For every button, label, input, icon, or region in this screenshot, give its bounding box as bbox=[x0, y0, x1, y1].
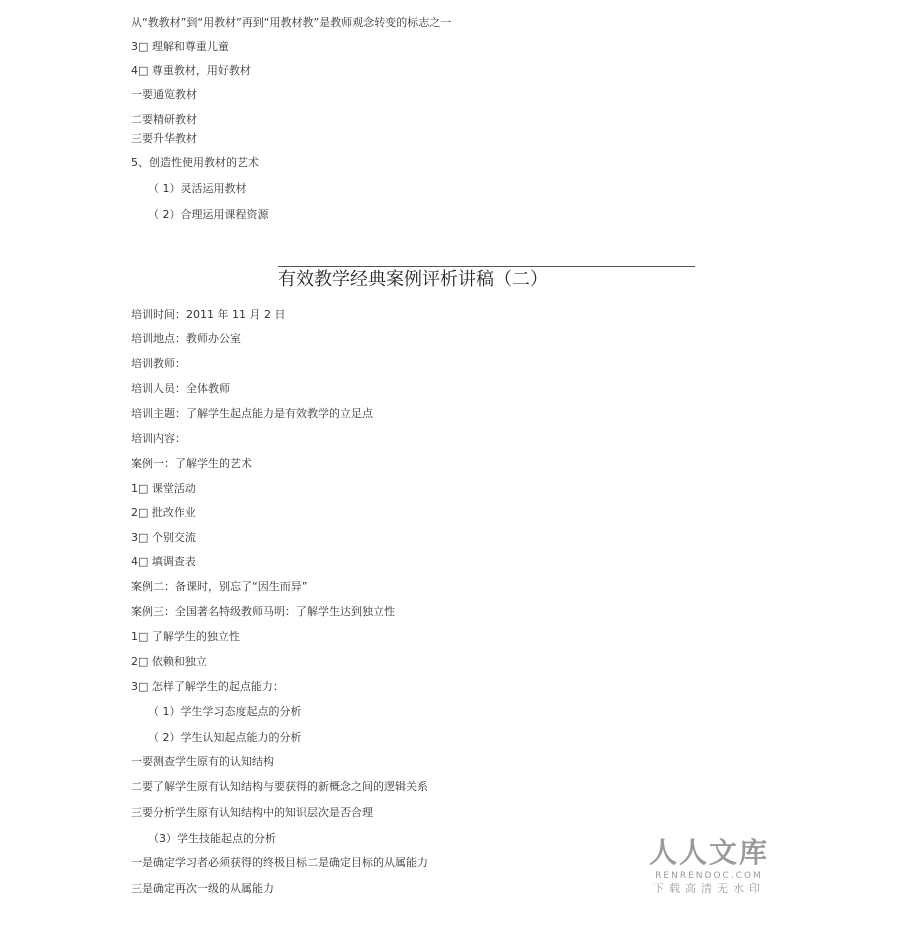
case-heading: 案例二：备课时，别忘了“因生而异” bbox=[131, 580, 308, 593]
list-item: 1□ 课堂活动 bbox=[131, 482, 196, 495]
list-item: 3□ 个别交流 bbox=[131, 531, 196, 544]
list-item: 3□ 怎样了解学生的起点能力： bbox=[131, 680, 284, 693]
watermark-logo bbox=[646, 836, 772, 896]
list-item: 4□ 填调查表 bbox=[131, 555, 196, 568]
list-item: （ 2）学生认知起点能力的分析 bbox=[148, 731, 302, 744]
text-line: 二要了解学生原有认知结构与要获得的新概念之间的逻辑关系 bbox=[131, 780, 428, 793]
watermark-slogan: 下载高清无水印 bbox=[653, 882, 765, 895]
text-line: 二要精研教材 bbox=[131, 113, 197, 126]
list-item: （ 1）学生学习态度起点的分析 bbox=[148, 705, 302, 718]
info-line: 培训人员：全体教师 bbox=[131, 382, 230, 395]
list-item: （3）学生技能起点的分析 bbox=[148, 832, 276, 845]
list-item: （ 2）合理运用课程资源 bbox=[148, 208, 269, 221]
text-line: 三要升华教材 bbox=[131, 132, 197, 145]
info-line: 培训地点：教师办公室 bbox=[131, 332, 241, 345]
list-item: 2□ 依赖和独立 bbox=[131, 655, 207, 668]
case-heading: 案例三：全国著名特级教师马明：了解学生达到独立性 bbox=[131, 605, 395, 618]
text-line: 一要通览教材 bbox=[131, 88, 197, 101]
text-line: 从“教教材”到“用教材”再到“用教材教”是教师观念转变的标志之一 bbox=[131, 16, 452, 29]
info-line: 培训时间：2011 年 11 月 2 日 bbox=[131, 308, 286, 321]
watermark-brand: 人人文库 bbox=[648, 836, 769, 869]
text-line: 三要分析学生原有认知结构中的知识层次是否合理 bbox=[131, 806, 373, 819]
info-line: 培训教师： bbox=[131, 357, 186, 370]
list-item: （ 1）灵活运用教材 bbox=[148, 182, 247, 195]
list-item: 3□ 理解和尊重儿童 bbox=[131, 40, 229, 53]
text-line: 一要测查学生原有的认知结构 bbox=[131, 755, 274, 768]
page-title: 有效教学经典案例评析讲稿（二） bbox=[278, 269, 548, 290]
watermark-url: RENRENDOC.COM bbox=[655, 871, 763, 881]
info-line: 培训内容： bbox=[131, 432, 186, 445]
title-divider bbox=[278, 266, 695, 267]
text-line: 三是确定再次一级的从属能力 bbox=[131, 882, 274, 895]
section-heading: 5、创造性使用教材的艺术 bbox=[131, 156, 259, 169]
list-item: 1□ 了解学生的独立性 bbox=[131, 630, 240, 643]
list-item: 4□ 尊重教材，用好教材 bbox=[131, 64, 251, 77]
text-line: 一是确定学习者必须获得的终极目标二是确定目标的从属能力 bbox=[131, 856, 428, 869]
list-item: 2□ 批改作业 bbox=[131, 506, 196, 519]
case-heading: 案例一：了解学生的艺术 bbox=[131, 457, 252, 470]
info-line: 培训主题：了解学生起点能力是有效教学的立足点 bbox=[131, 407, 373, 420]
